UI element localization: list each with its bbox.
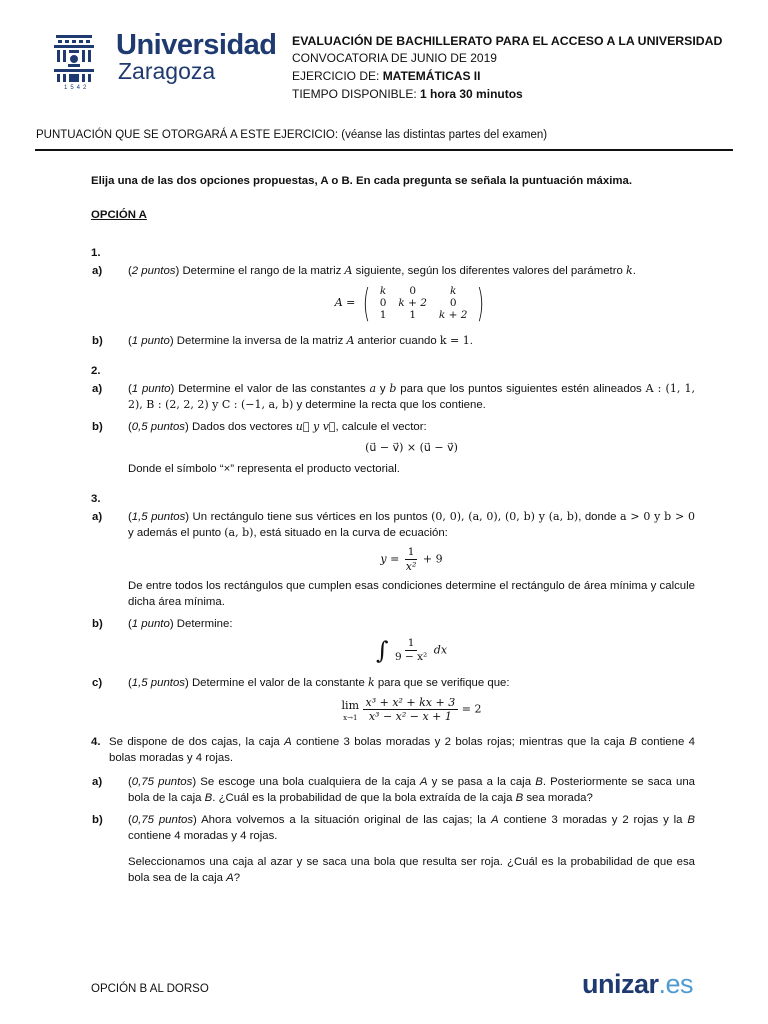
denominator: x³ − x² − x + 1: [368, 710, 452, 723]
numerator: 1: [405, 637, 418, 651]
text: para que los puntos siguientes estén alineados: [396, 383, 646, 395]
question-4-part-a: [91, 774, 695, 806]
matrix-cell: k: [379, 285, 387, 297]
equation-rhs: + 9: [422, 552, 443, 566]
curve-equation: [128, 546, 695, 573]
integral-formula: [128, 637, 695, 664]
box-name: B: [204, 792, 213, 804]
exam-title: EVALUACIÓN DE BACHILLERATO PARA EL ACCESO A LA UNIVERSIDAD: [292, 34, 723, 48]
math-var: b: [389, 382, 397, 395]
text: y determine la recta que los contiene.: [293, 399, 486, 411]
ejercicio-value: MATEMÁTICAS II: [382, 69, 481, 83]
question-3-part-c: [91, 675, 695, 728]
denominator: x²: [405, 560, 417, 573]
box-name: A: [419, 776, 428, 788]
text: Seleccionamos una caja al azar y se saca una bola que resulta ser roja. ¿Cuál es la probabilidad de que esa bola sea de la caja: [128, 856, 695, 884]
text: y además el punto: [128, 527, 225, 539]
limit-subscript: x→1: [343, 713, 358, 722]
part-paragraph: [128, 854, 695, 886]
points: 0,75 puntos: [131, 776, 193, 788]
text: sea morada?: [523, 792, 593, 804]
matrix-cell: k + 2: [398, 297, 427, 309]
matrix-cell: 0: [409, 285, 416, 297]
part-label: b): [92, 421, 103, 433]
math-expr: A : (1, 1, 2), B : (2, 2, 2) y C : (−1, a, b): [128, 382, 695, 411]
box-name: B: [515, 792, 524, 804]
question-number: 1.: [91, 247, 101, 259]
part-text: (1,5 puntos) Determine el valor de la constante k para que se verifique que: lim x→1 $\frac{\text{x³ + x² + kx + 3}}{\text{x³ − x² − x + 1}}$ = 2: [128, 675, 695, 728]
matrix-row: [374, 297, 474, 309]
box-name: A: [284, 736, 292, 748]
points: 1,5 puntos: [131, 511, 186, 523]
points: 1 punto: [131, 383, 171, 395]
question-1-part-a: [91, 263, 695, 327]
matrix-cell: 1: [409, 309, 416, 321]
part-label: a): [92, 265, 103, 277]
part-text: (2 puntos) Determine el rango de la matriz A siguiente, según los diferentes valores del parámetro k. A = ( k 0 k 0 k + 2 0 1 1 k + 2 ): [128, 263, 695, 327]
text: ) Ahora volvemos a la situación original de las cajas; la: [193, 814, 491, 826]
text: para que se verifique que:: [374, 677, 510, 689]
text: . Posteriormente se saca una bola de la caja: [128, 776, 695, 804]
text: contiene 4 moradas y 4 rojas.: [128, 830, 278, 842]
text: contiene 4 bolas moradas y 4 rojas.: [109, 736, 695, 764]
footer-note: OPCIÓN B AL DORSO: [91, 983, 209, 995]
box-name: A: [490, 814, 499, 826]
matrix-lhs: A =: [334, 296, 356, 309]
question-4-intro: [91, 734, 695, 766]
question-3: [91, 491, 695, 728]
limit-operator: [342, 698, 359, 722]
matrix-cell: k + 2: [438, 309, 468, 321]
numerator: x³ + x² + kx + 3: [363, 696, 459, 710]
box-name: A: [226, 872, 234, 884]
integral-sign: ∫: [375, 636, 389, 665]
box-name: B: [687, 814, 695, 826]
part-label: b): [92, 335, 103, 347]
question-3-part-a: [91, 509, 695, 610]
math-expr: (a, b): [224, 526, 254, 539]
intro-text: [109, 734, 695, 766]
question-number: 3.: [91, 493, 101, 505]
part-text: (0,75 puntos) Ahora volvemos a la situación original de las cajas; la A contiene 3 moradas y 2 rojas y la B contiene 4 moradas y 4 rojas. Seleccionamos una caja al azar y se saca una bola que resulta ser roja. ¿Cuál es la probabilidad de que esa bola sea de la caja A?: [128, 814, 695, 884]
box-name: B: [629, 736, 637, 748]
matrix-formula: [128, 281, 695, 325]
matrix-cell: 0: [449, 297, 457, 309]
math-var: A: [346, 334, 355, 347]
box-name: B: [535, 776, 543, 788]
limit-label: lim: [341, 698, 359, 712]
tiempo-label: TIEMPO DISPONIBLE:: [292, 87, 421, 101]
text: , está situado en la curva de ecuación:: [253, 527, 448, 539]
text: .: [469, 335, 473, 347]
exam-header: [292, 34, 732, 103]
logo-city-name: Zaragoza: [118, 58, 216, 84]
intro-instructions: Elija una de las dos opciones propuestas, A o B. En cada pregunta se señala la puntuación máxima.: [91, 175, 632, 187]
text: ) Determine el valor de las constantes: [170, 383, 370, 395]
matrix-cell: 0: [379, 297, 387, 309]
question-number: 4.: [91, 736, 101, 748]
part-text: (1 punto) Determine: ∫ $\frac{1}{\text{9 − x²}}$ dx: [128, 616, 695, 669]
math-var: k: [626, 264, 633, 277]
formula-note: Donde el símbolo “×” representa el producto vectorial.: [128, 463, 400, 475]
brand-name: unizar: [582, 969, 659, 999]
tiempo-value: 1 hora 30 minutos: [420, 87, 523, 101]
ejercicio: [292, 67, 732, 85]
ejercicio-label: EJERCICIO DE:: [292, 69, 383, 83]
part-note: De entre todos los rectángulos que cumplen esas condiciones determine el rectángulo de área mínima y calcule dicha área mínima.: [128, 580, 695, 608]
university-logo: [52, 29, 277, 95]
part-text: (1,5 puntos) Un rectángulo tiene sus vértices en los puntos (0, 0), (a, 0), (0, b) y (a, b), donde a > 0 y b > 0 y además el punto (a, b), está situado en la curva de ecuación: y = $\frac{1}{\text{x²}}$ + 9 De entre todos los rectángulos que cumplen esas condiciones determine el rectángulo de área mínima y calcule dicha área mínima.: [128, 510, 695, 608]
text: y se pasa a la caja: [427, 776, 536, 788]
header-divider: [35, 149, 733, 151]
matrix-cell: k: [450, 285, 457, 297]
part-text: (1 punto) Determine el valor de las constantes a y b para que los puntos siguientes estén alineados A : (1, 1, 2), B : (2, 2, 2) y C : (−1, a, b) y determine la recta que los contiene.: [128, 382, 695, 411]
part-label: b): [92, 814, 103, 826]
part-label: a): [92, 383, 103, 395]
part-text: (1 punto) Determine la inversa de la matriz A anterior cuando k = 1.: [128, 334, 473, 347]
text: , donde: [578, 511, 620, 523]
question-3-part-b: [91, 616, 695, 669]
text: ) Se escoge una bola cualquiera de la caja: [192, 776, 420, 788]
math-expr: (0, 0), (a, 0), (0, b) y (a, b): [431, 510, 579, 523]
points: 2 puntos: [131, 265, 176, 277]
part-label: b): [92, 618, 103, 630]
matrix-table: [374, 285, 474, 321]
math-var: k: [367, 676, 375, 689]
text: Se dispone de dos cajas, la caja: [109, 736, 285, 748]
text: y: [376, 383, 390, 395]
text: .: [632, 265, 636, 277]
text: contiene 3 bolas moradas y 2 bolas rojas; mientras que la caja: [291, 736, 630, 748]
differential: dx: [433, 643, 448, 657]
math-var: A: [344, 264, 353, 277]
question-4: [91, 734, 695, 886]
exam-content: [91, 173, 695, 886]
tiempo: [292, 85, 732, 103]
part-label: c): [92, 677, 103, 689]
part-text: (0,75 puntos) Se escoge una bola cualquiera de la caja A y se pasa a la caja B. Posteriormente se saca una bola de la caja B. ¿Cuál es la probabilidad de que la bola extraída de la caja B sea morada?: [128, 776, 695, 804]
question-number: 2.: [91, 365, 101, 377]
text: anterior cuando: [354, 335, 440, 347]
question-1: [91, 245, 695, 349]
text: contiene 3 moradas y 2 rojas y la: [498, 814, 688, 826]
matrix-row: [374, 309, 474, 321]
points: 1 punto: [131, 335, 170, 347]
math-expr: u⃗ y v⃗: [295, 420, 336, 433]
footer-brand: [582, 969, 693, 1000]
part-text: (0,5 puntos) Dados dos vectores u⃗ y v⃗, calcule el vector: (u⃗ − v⃗) × (u⃗ − v⃗) Donde el símbolo “×” representa el producto vectorial.: [128, 419, 695, 477]
denominator: 9 − x²: [394, 651, 428, 663]
text: ) Determine la inversa de la matriz: [169, 335, 347, 347]
text: ) Determine:: [169, 618, 233, 630]
university-building-icon: [52, 33, 96, 85]
math-expr: k = 1: [439, 334, 470, 347]
fraction: [363, 696, 459, 723]
math-expr: a > 0 y b > 0: [619, 510, 695, 523]
text: ) Determine el valor de la constante: [185, 677, 368, 689]
text: ) Un rectángulo tiene sus vértices en los puntos: [185, 511, 432, 523]
question-2: [91, 363, 695, 477]
text: . ¿Cuál es la probabilidad de que la bola extraída de la caja: [212, 792, 516, 804]
matrix-row: [374, 285, 474, 297]
convocatoria: CONVOCATORIA DE JUNIO DE 2019: [292, 51, 497, 65]
brand-tld: .es: [658, 969, 694, 999]
fraction: [392, 637, 430, 664]
question-2-part-a: [91, 381, 695, 413]
logo-founding-year: 1542: [64, 85, 90, 91]
text: ) Dados dos vectores: [185, 421, 296, 433]
question-2-part-b: [91, 419, 695, 477]
math-var: a: [369, 382, 377, 395]
text: ?: [233, 872, 241, 884]
text: ) Determine el rango de la matriz: [175, 265, 345, 277]
logo-university-name: Universidad: [116, 29, 277, 61]
equation-lhs: y =: [380, 552, 400, 566]
question-1-part-b: [91, 333, 695, 349]
numerator: 1: [405, 546, 418, 560]
vector-formula: (u⃗ − v⃗) × (u⃗ − v⃗): [365, 441, 458, 454]
points: 0,5 puntos: [131, 421, 185, 433]
limit-formula: [128, 696, 695, 723]
matrix: ( k 0 k 0 k + 2 0 1 1 k + 2 ): [362, 281, 485, 325]
points: 0,75 puntos: [131, 814, 194, 826]
fraction: [403, 546, 420, 573]
part-label: a): [92, 776, 103, 788]
question-4-part-b: [91, 812, 695, 886]
equation-rhs: = 2: [461, 702, 482, 716]
points: 1,5 puntos: [131, 677, 185, 689]
text: siguiente, según los diferentes valores del parámetro: [352, 265, 627, 277]
part-label: a): [92, 511, 103, 523]
points: 1 punto: [131, 618, 170, 630]
option-title: OPCIÓN A: [91, 209, 147, 221]
puntuacion-line: PUNTUACIÓN QUE SE OTORGARÁ A ESTE EJERCICIO: (véanse las distintas partes del examen): [36, 129, 548, 141]
matrix-cell: 1: [379, 309, 387, 321]
text: , calcule el vector:: [335, 421, 427, 433]
